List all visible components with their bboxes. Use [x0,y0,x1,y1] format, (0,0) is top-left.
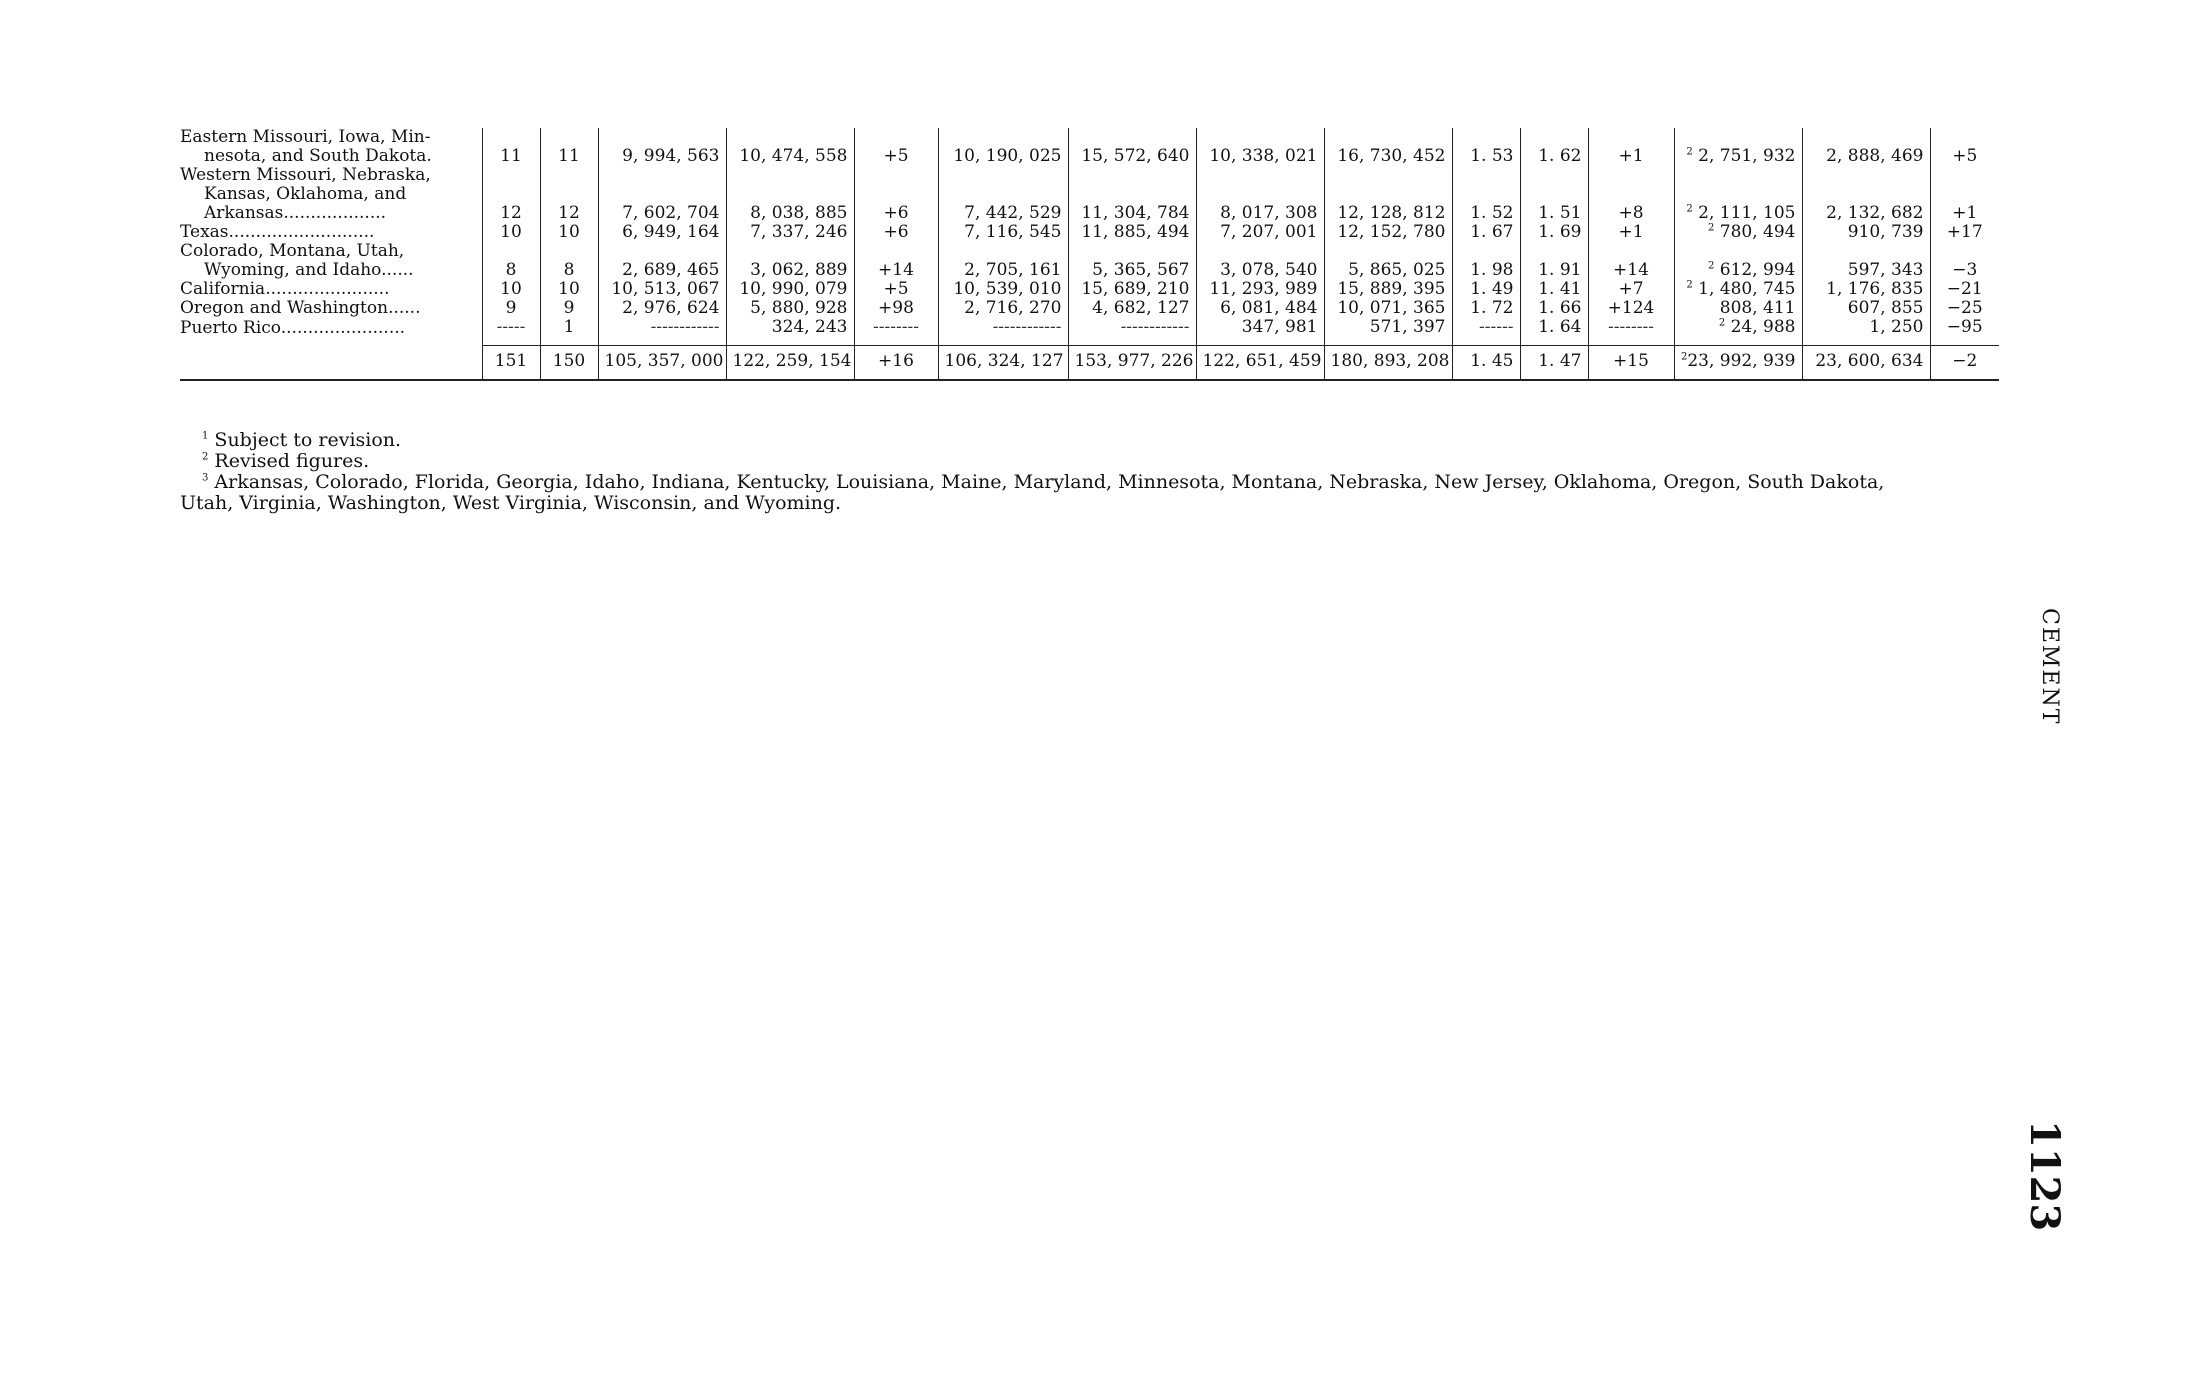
production-change: +6 [854,166,938,223]
average-change: -------- [1588,318,1674,346]
value-a: 7, 207, 001 [1196,223,1324,242]
average-b: 1. 41 [1520,280,1588,299]
stock-change: +1 [1952,203,1978,223]
production-a: 6, 949, 164 [598,223,726,242]
total-stock-a: $^2$23, 992, 939 [1674,346,1802,381]
stock-b: 607, 855 [1802,299,1930,318]
stock-a: $^2$ 24, 988 [1674,318,1802,346]
stock-b: 2, 888, 469 [1802,128,1930,166]
stock-a: $^2$ 2, 751, 932 [1674,128,1802,166]
region-name: California....................... [180,279,390,299]
value-b: 15, 889, 395 [1324,280,1452,299]
average-b: 1. 64 [1520,318,1588,346]
footnote-1: $^1$ Subject to revision. [202,429,402,451]
region-cell: Western Missouri, Nebraska, Kansas, Oklahoma, and Arkansas................... [180,166,482,223]
average-b: 1. 91 [1520,242,1588,280]
production-b: 8, 038, 885 [726,166,854,223]
total-average-change: +15 [1588,346,1674,381]
table-row [180,223,1999,242]
production-change: +5 [854,280,938,299]
total-value-a: 122, 651, 459 [1196,346,1324,381]
average-a: ------ [1452,318,1520,346]
shipments-b: 5, 365, 567 [1068,242,1196,280]
stock-a: $^2$ 612, 994 [1674,242,1802,280]
page-number: 1123 [2021,1120,2068,1232]
shipments-a: 10, 539, 010 [938,280,1068,299]
value-b: 12, 152, 780 [1324,223,1452,242]
total-value-b: 180, 893, 208 [1324,346,1452,381]
shipments-a: 2, 716, 270 [938,299,1068,318]
stock-change: −95 [1946,317,1983,337]
table-row [180,166,1999,223]
value-b: 571, 397 [1324,318,1452,346]
total-production-b: 122, 259, 154 [726,346,854,381]
production-a: 10, 513, 067 [598,280,726,299]
average-change: +1 [1588,128,1674,166]
average-a: 1. 49 [1452,280,1520,299]
production-b: 10, 474, 558 [726,128,854,166]
plants-a: 8 [482,242,540,280]
total-average-a: 1. 45 [1452,346,1520,381]
production-change: +5 [854,128,938,166]
total-plants-a: 151 [482,346,540,381]
footnote-2: $^2$ Revised figures. [202,450,370,472]
shipments-b: 4, 682, 127 [1068,299,1196,318]
shipments-a: 10, 190, 025 [938,128,1068,166]
average-change: +14 [1588,242,1674,280]
shipments-b: 15, 689, 210 [1068,280,1196,299]
average-change: +124 [1588,299,1674,318]
production-b: 7, 337, 246 [726,223,854,242]
value-a: 11, 293, 989 [1196,280,1324,299]
table-row [180,128,1999,166]
value-a: 3, 078, 540 [1196,242,1324,280]
stock-change: −3 [1952,260,1978,280]
average-change: +8 [1588,166,1674,223]
production-change: +6 [854,223,938,242]
plants-b: 9 [540,299,598,318]
plants-a: 12 [482,166,540,223]
shipments-a: 2, 705, 161 [938,242,1068,280]
region-cell [180,299,482,318]
total-stock-change: −2 [1930,346,1999,381]
region-cell: Colorado, Montana, Utah, Wyoming, and Idaho...... [180,242,482,280]
production-b: 3, 062, 889 [726,242,854,280]
average-a: 1. 53 [1452,128,1520,166]
average-a: 1. 52 [1452,166,1520,223]
production-change: +14 [854,242,938,280]
cement-statistics-table [180,128,1995,381]
shipments-b: 11, 304, 784 [1068,166,1196,223]
plants-b: 8 [540,242,598,280]
production-a: ------------ [598,318,726,346]
production-a: 2, 976, 624 [598,299,726,318]
average-change: +7 [1588,280,1674,299]
value-b: 10, 071, 365 [1324,299,1452,318]
production-b: 5, 880, 928 [726,299,854,318]
region-name: Puerto Rico....................... [180,317,406,338]
shipments-a: ------------ [938,318,1068,346]
average-b: 1. 62 [1520,128,1588,166]
stock-a: $^2$ 2, 111, 105 [1674,166,1802,223]
average-a: 1. 72 [1452,299,1520,318]
production-change: -------- [854,318,938,346]
region-name: Arkansas................... [204,203,387,223]
stock-b: 910, 739 [1802,223,1930,242]
production-a: 7, 602, 704 [598,166,726,223]
production-b: 10, 990, 079 [726,280,854,299]
shipments-a: 7, 442, 529 [938,166,1068,223]
shipments-b: 11, 885, 494 [1068,223,1196,242]
stock-b: 2, 132, 682 [1802,166,1930,223]
region-cell [180,318,482,346]
stock-a: 808, 411 [1674,299,1802,318]
plants-a: 10 [482,223,540,242]
average-a: 1. 98 [1452,242,1520,280]
stock-b: 597, 343 [1802,242,1930,280]
total-stock-b: 23, 600, 634 [1802,346,1930,381]
region-cell [180,223,482,242]
stock-b: 1, 250 [1802,318,1930,346]
table-row [180,242,1999,280]
totals-row [180,346,1999,381]
total-average-b: 1. 47 [1520,346,1588,381]
stock-change: −21 [1946,279,1983,299]
production-a: 2, 689, 465 [598,242,726,280]
production-change: +98 [854,299,938,318]
total-plants-b: 150 [540,346,598,381]
plants-b: 10 [540,280,598,299]
table-row [180,280,1999,299]
production-a: 9, 994, 563 [598,128,726,166]
region-cell: Eastern Missouri, Iowa, Min- nesota, and South Dakota. [180,128,482,166]
table-row [180,299,1999,318]
value-a: 6, 081, 484 [1196,299,1324,318]
stock-b: 1, 176, 835 [1802,280,1930,299]
plants-a: 11 [482,128,540,166]
footnotes [180,430,1995,514]
total-shipments-a: 106, 324, 127 [938,346,1068,381]
region-cell [180,280,482,299]
footnote-3-continued: Utah, Virginia, Washington, West Virginia, Wisconsin, and Wyoming. [180,492,842,514]
average-b: 1. 51 [1520,166,1588,223]
shipments-a: 7, 116, 545 [938,223,1068,242]
plants-b: 1 [540,318,598,346]
plants-a: 9 [482,299,540,318]
average-b: 1. 66 [1520,299,1588,318]
value-a: 10, 338, 021 [1196,128,1324,166]
footnote-3: $^3$ Arkansas, Colorado, Florida, Georgia, Idaho, Indiana, Kentucky, Louisiana, Maine, Maryland, Minnesota, Montana, Nebraska, New Jersey, Oklahoma, Oregon, South Dakota, [202,471,1885,493]
average-change: +1 [1588,223,1674,242]
total-production-a: 105, 357, 000 [598,346,726,381]
region-name: nesota, and South Dakota. [204,146,432,166]
totals-label-cell [180,346,482,381]
total-shipments-b: 153, 977, 226 [1068,346,1196,381]
average-a: 1. 67 [1452,223,1520,242]
plants-a: ----- [482,318,540,346]
stock-change: +5 [1952,146,1978,166]
table-row [180,318,1999,346]
total-production-change: +16 [854,346,938,381]
value-a: 8, 017, 308 [1196,166,1324,223]
value-b: 16, 730, 452 [1324,128,1452,166]
stock-a: $^2$ 780, 494 [1674,223,1802,242]
region-name: Texas........................... [180,222,375,242]
region-name: Wyoming, and Idaho...... [204,260,414,280]
value-b: 12, 128, 812 [1324,166,1452,223]
value-a: 347, 981 [1196,318,1324,346]
shipments-b: 15, 572, 640 [1068,128,1196,166]
running-head: CEMENT [2037,608,2062,726]
plants-b: 12 [540,166,598,223]
value-b: 5, 865, 025 [1324,242,1452,280]
stock-change: +17 [1946,222,1983,242]
stock-a: $^2$ 1, 480, 745 [1674,280,1802,299]
production-b: 324, 243 [726,318,854,346]
plants-b: 11 [540,128,598,166]
shipments-b: ------------ [1068,318,1196,346]
average-b: 1. 69 [1520,223,1588,242]
plants-b: 10 [540,223,598,242]
stock-change: −25 [1946,298,1983,318]
data-table [180,128,1999,381]
region-name: Oregon and Washington...... [180,298,421,318]
plants-a: 10 [482,280,540,299]
